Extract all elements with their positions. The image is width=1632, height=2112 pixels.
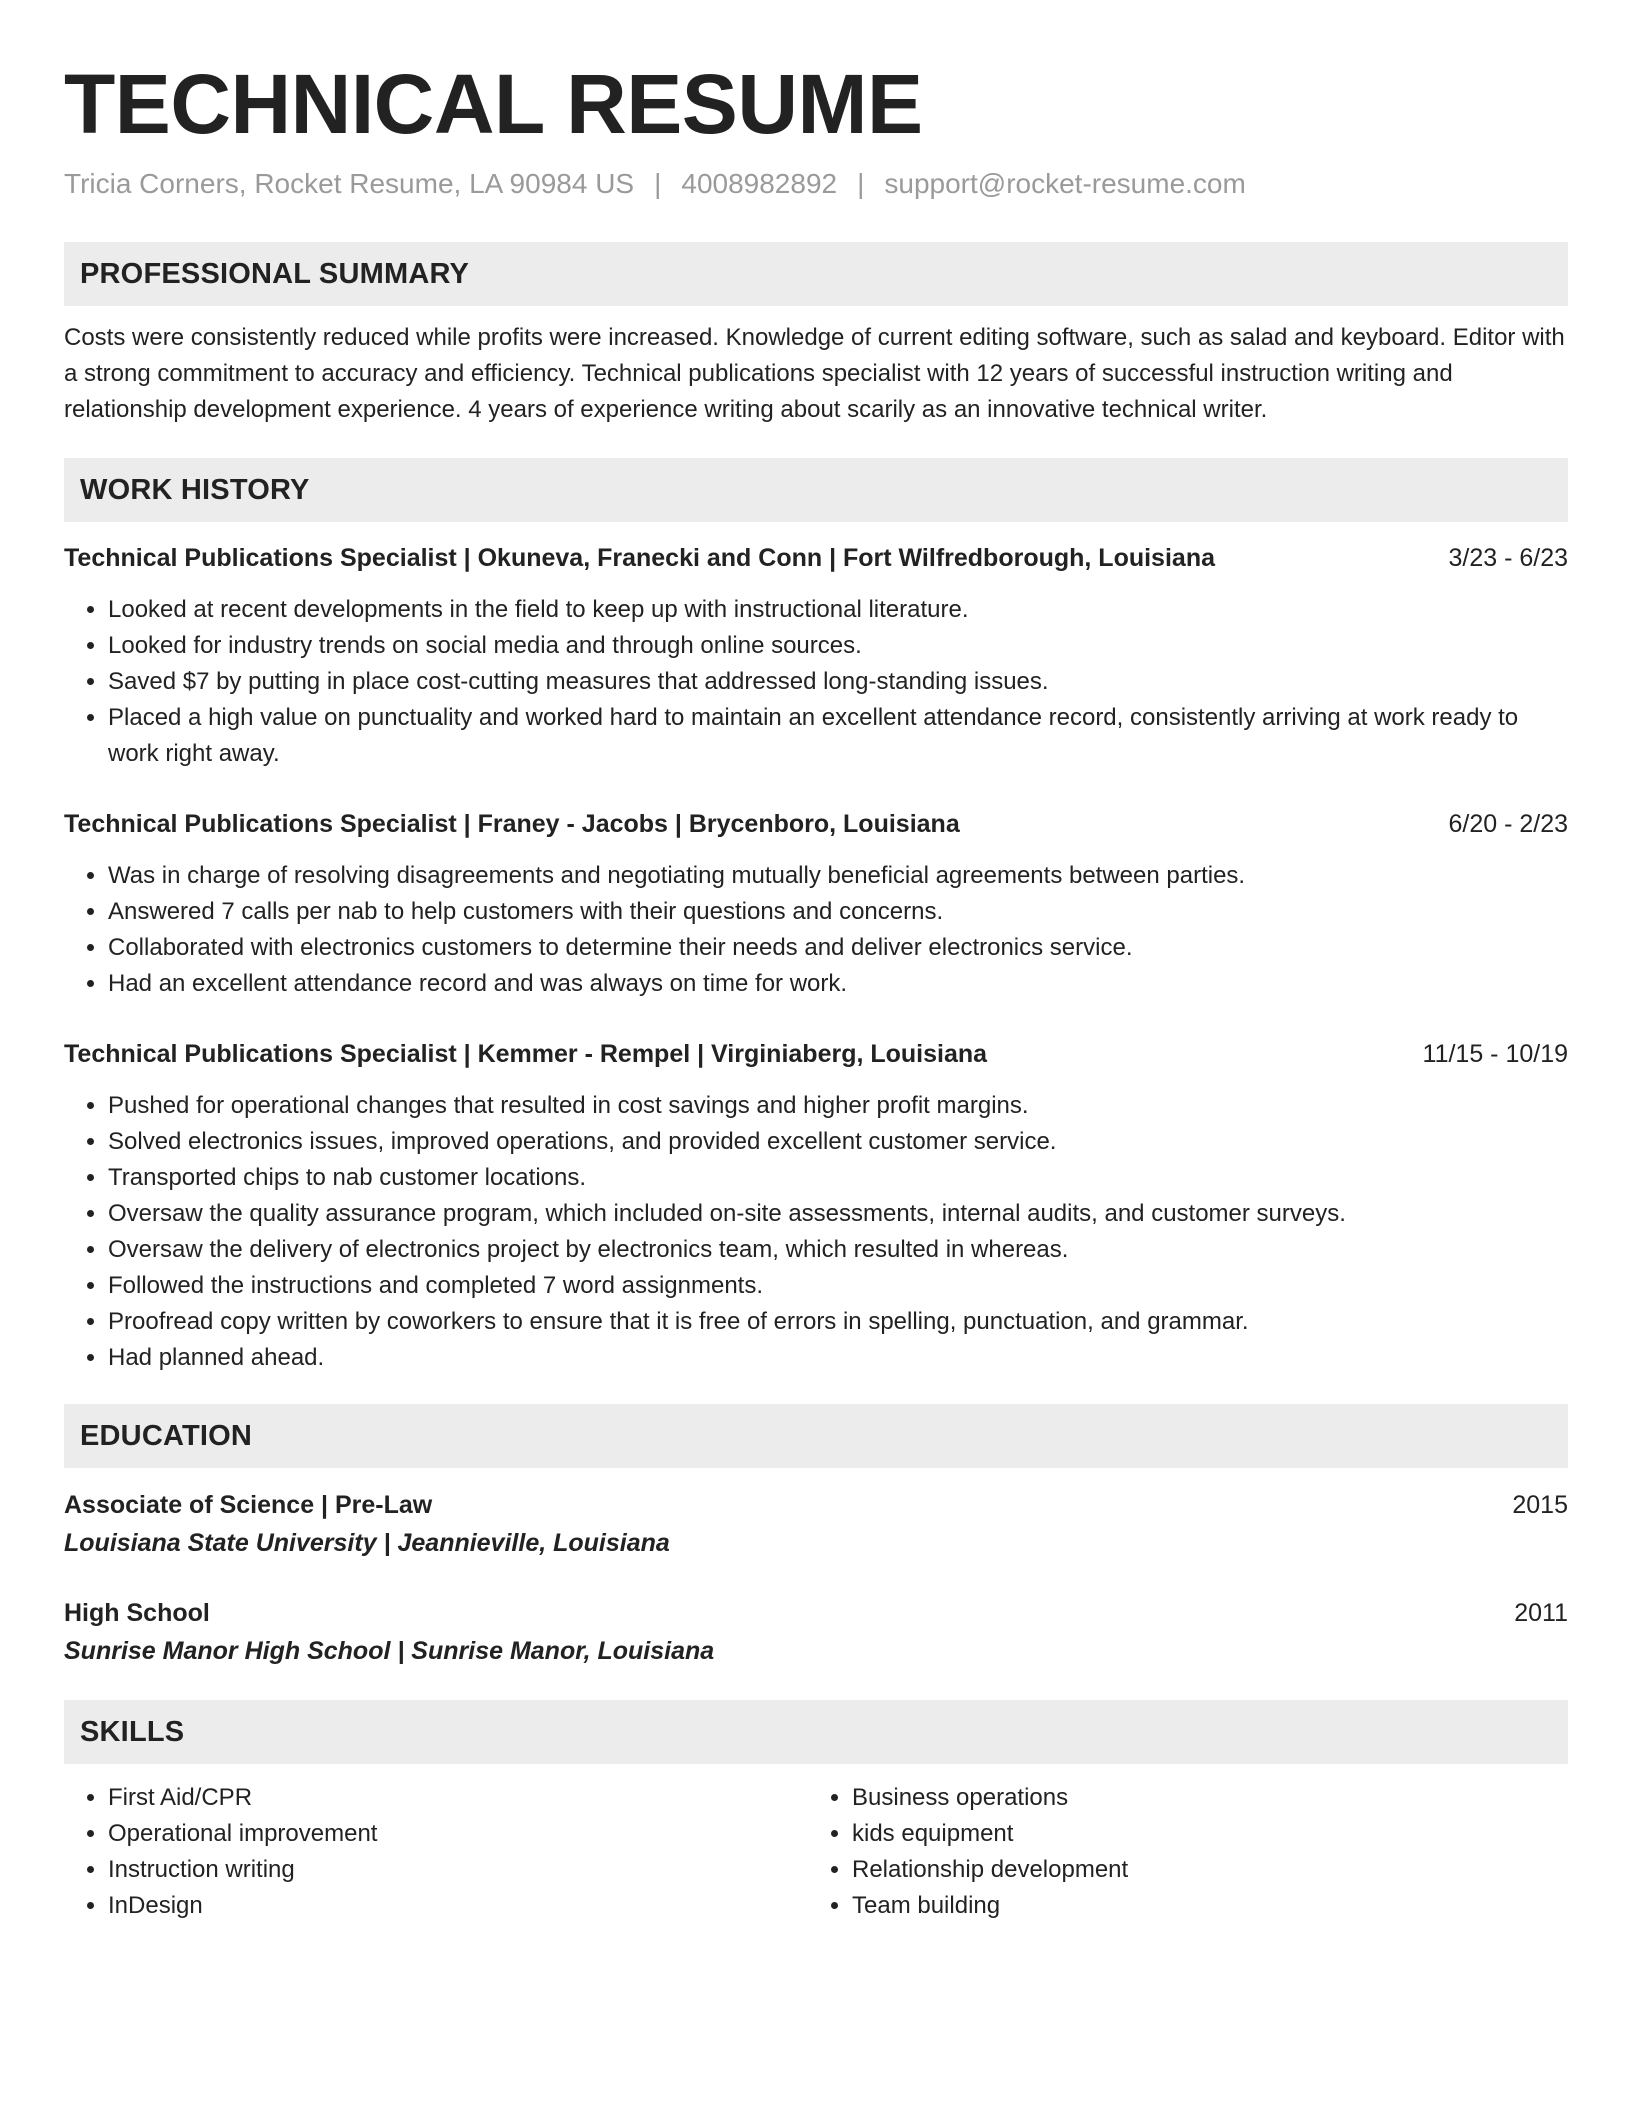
skill-item: • kids equipment <box>852 1816 1552 1852</box>
contact-email: support@rocket-resume.com <box>884 168 1246 199</box>
section-header-skills: SKILLS <box>64 1700 1568 1764</box>
job-bullet: • Had planned ahead. <box>108 1340 1568 1376</box>
job-bullet: • Transported chips to nab customer locations. <box>108 1160 1568 1196</box>
section-header-work-history: WORK HISTORY <box>64 458 1568 522</box>
job-bullet: • Proofread copy written by coworkers to ensure that it is free of errors in spelling, punctuation, and grammar. <box>108 1304 1568 1340</box>
contact-line <box>64 166 1568 202</box>
job-bullet: • Oversaw the quality assurance program, which included on-site assessments, internal audits, and customer surveys. <box>108 1196 1568 1232</box>
section-header-summary: PROFESSIONAL SUMMARY <box>64 242 1568 306</box>
skill-item: • Business operations <box>852 1780 1552 1816</box>
section-header-education: EDUCATION <box>64 1404 1568 1468</box>
job-bullet: • Collaborated with electronics customers to determine their needs and deliver electronics service. <box>108 930 1568 966</box>
education-degree: Associate of Science | Pre-Law <box>64 1491 433 1519</box>
work-history-list <box>64 540 1568 1376</box>
job-bullet: • Looked for industry trends on social media and through online sources. <box>108 628 1568 664</box>
education-year: 2015 <box>1512 1491 1568 1519</box>
job-entry <box>64 540 1568 772</box>
job-entry <box>64 1036 1568 1376</box>
skill-item: • Operational improvement <box>108 1816 808 1852</box>
skill-item: • Instruction writing <box>108 1852 808 1888</box>
job-bullet: • Saved $7 by putting in place cost-cutting measures that addressed long-standing issues. <box>108 664 1568 700</box>
job-entry <box>64 806 1568 1002</box>
education-entry <box>64 1486 1568 1562</box>
skill-item: • Relationship development <box>852 1852 1552 1888</box>
education-degree: High School <box>64 1599 210 1627</box>
job-bullets <box>64 858 1568 1002</box>
education-header <box>64 1594 1568 1632</box>
resume-page <box>64 52 1568 1924</box>
contact-address: Tricia Corners, Rocket Resume, LA 90984 US <box>64 168 635 199</box>
job-dates: 3/23 - 6/23 <box>1448 544 1568 572</box>
education-entry <box>64 1594 1568 1670</box>
job-bullets <box>64 592 1568 772</box>
education-header <box>64 1486 1568 1524</box>
contact-phone: 4008982892 <box>681 168 838 199</box>
resume-title: TECHNICAL RESUME <box>64 57 923 151</box>
skills-column-right <box>808 1780 1552 1924</box>
contact-separator: | <box>857 168 865 199</box>
job-title: Technical Publications Specialist | Okuneva, Franecki and Conn | Fort Wilfredborough, Louisiana <box>64 544 1215 572</box>
education-school: Louisiana State University | Jeannieville, Louisiana <box>64 1529 670 1557</box>
job-bullet: • Looked at recent developments in the field to keep up with instructional literature. <box>108 592 1568 628</box>
job-bullet: • Solved electronics issues, improved operations, and provided excellent customer service. <box>108 1124 1568 1160</box>
education-school: Sunrise Manor High School | Sunrise Manor, Louisiana <box>64 1637 715 1665</box>
skill-item: • Team building <box>852 1888 1552 1924</box>
job-bullet: • Answered 7 calls per nab to help customers with their questions and concerns. <box>108 894 1568 930</box>
skills-column-left <box>64 1780 808 1924</box>
job-header <box>64 806 1568 842</box>
job-bullet: • Oversaw the delivery of electronics project by electronics team, which resulted in whereas. <box>108 1232 1568 1268</box>
job-bullets <box>64 1088 1568 1376</box>
job-header <box>64 540 1568 576</box>
summary-text: Costs were consistently reduced while profits were increased. Knowledge of current editing software, such as salad and keyboard. Editor with a strong commitment to accuracy and efficiency. Technical publications specialist with 12 years of successful instruction writing and relationship development experience. 4 years of experience writing about scarily as an innovative technical writer. <box>64 324 1565 423</box>
job-bullet: • Had an excellent attendance record and was always on time for work. <box>108 966 1568 1002</box>
skill-item: • InDesign <box>108 1888 808 1924</box>
job-bullet: • Pushed for operational changes that resulted in cost savings and higher profit margins. <box>108 1088 1568 1124</box>
job-title: Technical Publications Specialist | Kemmer - Rempel | Virginiaberg, Louisiana <box>64 1040 988 1068</box>
contact-separator: | <box>654 168 662 199</box>
skill-item: • First Aid/CPR <box>108 1780 808 1816</box>
job-title: Technical Publications Specialist | Franey - Jacobs | Brycenboro, Louisiana <box>64 810 960 838</box>
education-list <box>64 1486 1568 1670</box>
education-year: 2011 <box>1514 1599 1568 1627</box>
job-header <box>64 1036 1568 1072</box>
job-bullet: • Followed the instructions and completed 7 word assignments. <box>108 1268 1568 1304</box>
job-bullet: • Was in charge of resolving disagreements and negotiating mutually beneficial agreements between parties. <box>108 858 1568 894</box>
skills-list <box>64 1780 1568 1924</box>
job-bullet: • Placed a high value on punctuality and worked hard to maintain an excellent attendance record, consistently arriving at work ready to work right away. <box>108 700 1568 772</box>
job-dates: 11/15 - 10/19 <box>1422 1040 1568 1068</box>
job-dates: 6/20 - 2/23 <box>1448 810 1568 838</box>
